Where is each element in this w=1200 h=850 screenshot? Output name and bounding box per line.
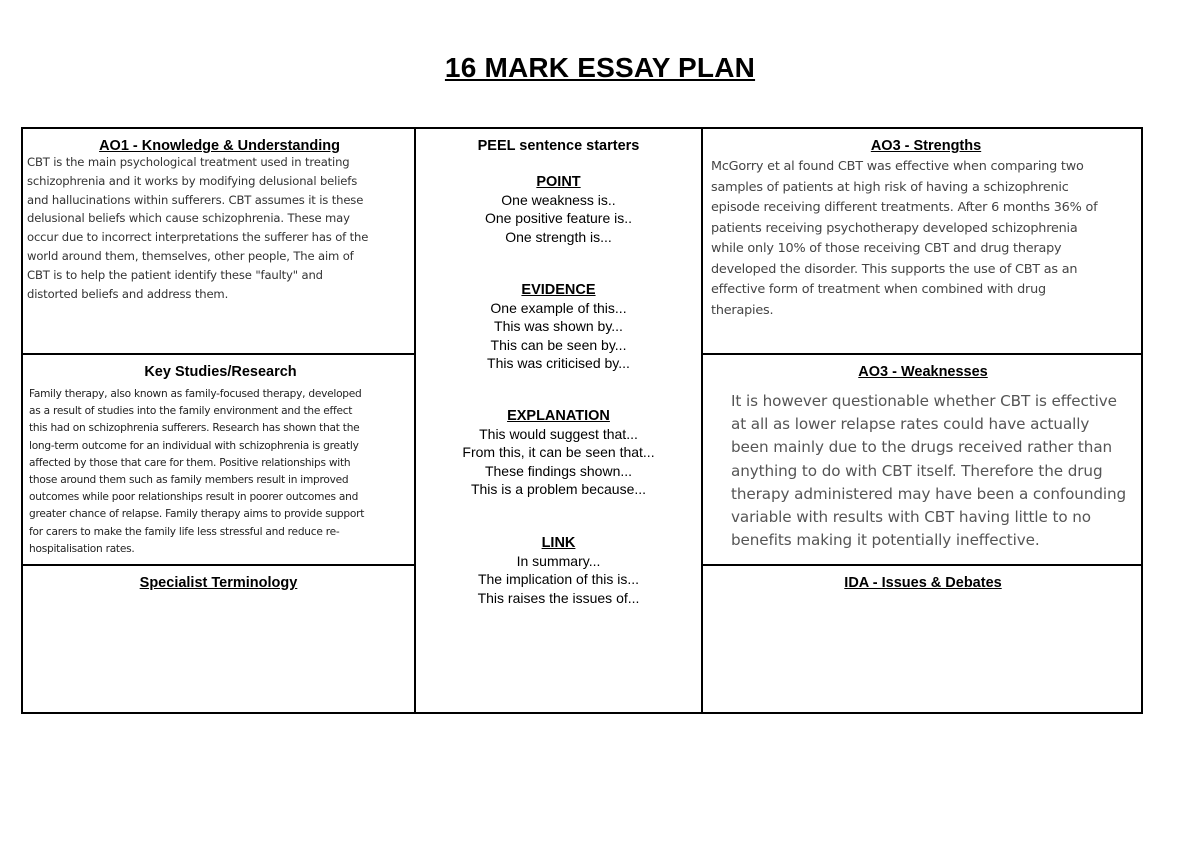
peel-point-block: [416, 173, 701, 246]
peel-explanation-line: This is a problem because...: [470, 480, 647, 497]
page-title: 16 MARK ESSAY PLAN: [444, 52, 756, 83]
row-divider-right-1: [701, 353, 1143, 355]
strengths-line: patients receiving psychotherapy developed schizophrenia: [711, 220, 1078, 236]
peel-link-line: The implication of this is...: [477, 571, 640, 588]
row-divider-right-2: [701, 564, 1143, 566]
strengths-line: episode receiving different treatments. After 6 months 36% of: [711, 200, 1098, 215]
peel-point-label: POINT: [536, 174, 581, 190]
strengths-cell: [711, 138, 1141, 352]
weaknesses-cell: [703, 364, 1143, 562]
peel-evidence-label: EVIDENCE: [521, 282, 596, 298]
key-studies-line: affected by those that care for them. Positive relationships with: [29, 456, 351, 469]
key-studies-line: Family therapy, also known as family-focused therapy, developed: [29, 388, 362, 400]
ao1-line: CBT is the main psychological treatment used in treating: [27, 155, 350, 169]
peel-link-label: LINK: [541, 535, 576, 551]
strengths-line: while only 10% of those receiving CBT and drug therapy: [711, 241, 1062, 256]
ao1-line: delusional beliefs which cause schizophrenia. These may: [27, 211, 350, 226]
key-studies-cell: [29, 364, 412, 562]
key-studies-line: outcomes while poor relationships result in poorer outcomes and: [29, 491, 359, 504]
key-studies-line: this had on schizophrenia sufferers. Research has shown that the: [29, 422, 360, 435]
weaknesses-line: anything to do with CBT itself. Therefore the drug: [731, 461, 1103, 480]
specialist-heading: Specialist Terminology: [139, 575, 298, 591]
strengths-line: therapies.: [711, 302, 774, 318]
strengths-line: effective form of treatment when combined with drug: [711, 282, 1046, 297]
peel-explanation-line: From this, it can be seen that...: [462, 444, 655, 461]
key-studies-line: for carers to make the family life less stressful and reduce re-: [29, 525, 340, 538]
key-studies-line: hospitalisation rates.: [29, 542, 135, 555]
key-studies-line: long-term outcome for an individual with schizophrenia is greatly: [29, 439, 359, 452]
peel-point-line: One positive feature is..: [484, 210, 633, 227]
peel-link-block: [416, 534, 701, 607]
strengths-line: developed the disorder. This supports the use of CBT as an: [711, 261, 1078, 277]
key-studies-body: [29, 386, 412, 558]
ao1-cell: [27, 138, 412, 352]
strengths-line: samples of patients at high risk of having a schizophrenic: [711, 179, 1069, 195]
strengths-heading: AO3 - Strengths: [870, 138, 982, 154]
weaknesses-line: variable with results with CBT having little to no: [731, 508, 1091, 527]
ao1-line: occur due to incorrect interpretations the sufferer has of the: [27, 230, 369, 245]
peel-link-line: In summary...: [516, 553, 601, 569]
essay-plan-grid: [21, 127, 1143, 714]
weaknesses-body: [703, 390, 1143, 552]
peel-point-line: One weakness is..: [501, 192, 616, 208]
ao1-line: and hallucinations within sufferers. CBT assumes it is these: [27, 192, 364, 207]
ao1-body: [27, 153, 412, 303]
peel-evidence-line: This can be seen by...: [490, 336, 627, 353]
peel-evidence-line: This was shown by...: [494, 318, 623, 335]
peel-link-line: This raises the issues of...: [477, 589, 640, 606]
strengths-line: McGorry et al found CBT was effective when comparing two: [711, 159, 1084, 174]
peel-explanation-line: These findings shown...: [484, 462, 633, 479]
peel-explanation-block: [416, 407, 701, 498]
peel-heading: PEEL sentence starters: [477, 138, 640, 154]
peel-point-line: One strength is...: [505, 228, 612, 245]
key-studies-line: as a result of studies into the family environment and the effect: [29, 405, 353, 418]
row-divider-left-1: [23, 353, 414, 355]
specialist-cell: [23, 575, 414, 695]
peel-explanation-line: This would suggest that...: [479, 426, 638, 442]
weaknesses-line: benefits making it potentially ineffective.: [731, 531, 1040, 550]
ida-cell: [703, 575, 1143, 695]
key-studies-heading: Key Studies/Research: [144, 364, 297, 380]
weaknesses-line: at all as lower relapse rates could have actually: [731, 415, 1090, 434]
peel-cell: [416, 138, 701, 708]
strengths-body: [711, 157, 1141, 321]
peel-evidence-block: [416, 281, 701, 372]
weaknesses-heading: AO3 - Weaknesses: [858, 364, 988, 380]
ao1-line: schizophrenia and it works by modifying delusional beliefs: [27, 173, 358, 188]
key-studies-line: those around them such as family members result in improved: [29, 474, 349, 487]
key-studies-line: greater chance of relapse. Family therapy aims to provide support: [29, 508, 365, 521]
row-divider-left-2: [23, 564, 414, 566]
weaknesses-line: been mainly due to the drugs received rather than: [731, 438, 1113, 457]
ao1-line: CBT is to help the patient identify these "faulty" and: [27, 267, 323, 282]
ao1-heading: AO1 - Knowledge & Understanding: [99, 138, 340, 154]
peel-explanation-label: EXPLANATION: [507, 408, 610, 424]
peel-evidence-line: This was criticised by...: [487, 354, 630, 371]
weaknesses-line: It is however questionable whether CBT is effective: [731, 392, 1117, 410]
ao1-line: world around them, themselves, other people, The aim of: [27, 248, 354, 263]
peel-evidence-line: One example of this...: [490, 300, 627, 316]
ida-heading: IDA - Issues & Debates: [844, 575, 1002, 591]
ao1-line: distorted beliefs and address them.: [27, 286, 229, 301]
weaknesses-line: therapy administered may have been a confounding: [731, 484, 1127, 503]
